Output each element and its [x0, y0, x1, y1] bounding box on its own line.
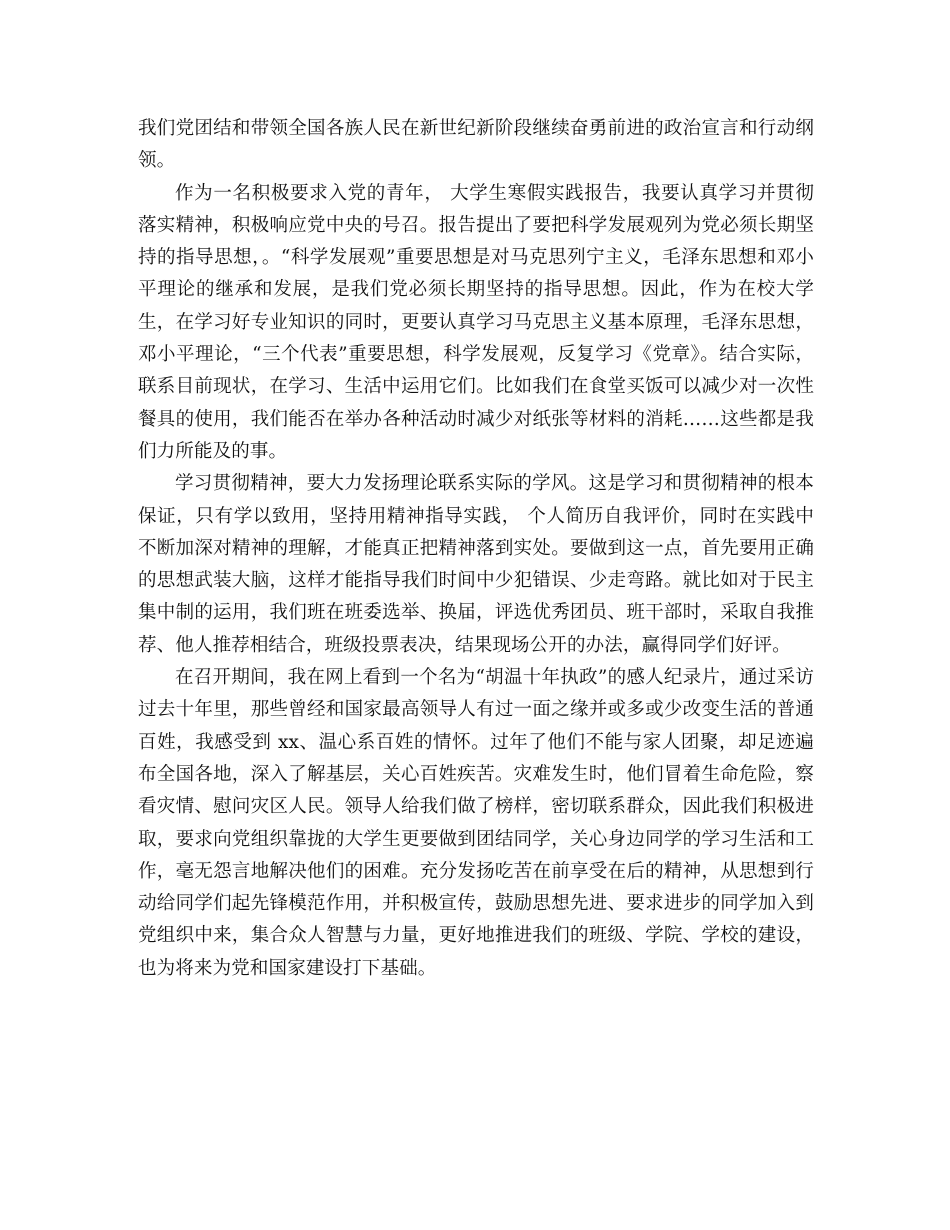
- paragraph-3: 学习贯彻精神，要大力发扬理论联系实际的学风。这是学习和贯彻精神的根本保证，只有学以致用，坚持用精神指导实践， 个人简历自我评价，同时在实践中不断加深对精神的理解，才能真正把精神落到实处。要做到这一点，首先要用正确的思想武装大脑，这样才能指导我们时间中少犯错误、少走弯路。就比如对于民主集中制的运用，我们班在班委选举、换届，评选优秀团员、班干部时，采取自我推荐、他人推荐相结合，班级投票表决，结果现场公开的办法，赢得同学们好评。: [138, 473, 814, 656]
- paragraph-4: 在召开期间，我在网上看到一个名为“胡温十年执政”的感人纪录片，通过采访过去十年里，那些曾经和国家最高领导人有过一面之缘并或多或少改变生活的普通百姓，我感受到 xx、温心系百姓的情怀。过年了他们不能与家人团聚，却足迹遍布全国各地，深入了解基层，关心百姓疾苦。灾难发生时，他们冒着生命危险，察看灾情、慰问灾区人民。领导人给我们做了榜样，密切联系群众，因此我们积极进取，要求向党组织靠拢的大学生更要做到团结同学，关心身边同学的学习生活和工作，毫无怨言地解决他们的困难。充分发扬吃苦在前享受在后的精神，从思想到行动给同学们起先锋模范作用，并积极宣传，鼓励思想先进、要求进步的同学加入到党组织中来，集合众人智慧与力量，更好地推进我们的班级、学院、学校的建设，也为将来为党和国家建设打下基础。: [138, 667, 814, 979]
- paragraph-2: 作为一名积极要求入党的青年， 大学生寒假实践报告，我要认真学习并贯彻落实精神，积极响应党中央的号召。报告提出了要把科学发展观列为党必须长期坚持的指导思想，。“科学发展观”重要思想是对马克思列宁主义，毛泽东思想和邓小平理论的继承和发展，是我们党必须长期坚持的指导思想。因此，作为在校大学生，在学习好专业知识的同时，更要认真学习马克思主义基本原理，毛泽东思想，邓小平理论，“三个代表”重要思想，科学发展观，反复学习《党章》。结合实际，联系目前现状，在学习、生活中运用它们。比如我们在食堂买饭可以减少对一次性餐具的使用，我们能否在举办各种活动时减少对纸张等材料的消耗……这些都是我们力所能及的事。: [138, 182, 814, 462]
- paragraph-continuation: 我们党团结和带领全国各族人民在新世纪新阶段继续奋勇前进的政治宣言和行动纲领。: [138, 118, 814, 172]
- document-body: [138, 113, 814, 985]
